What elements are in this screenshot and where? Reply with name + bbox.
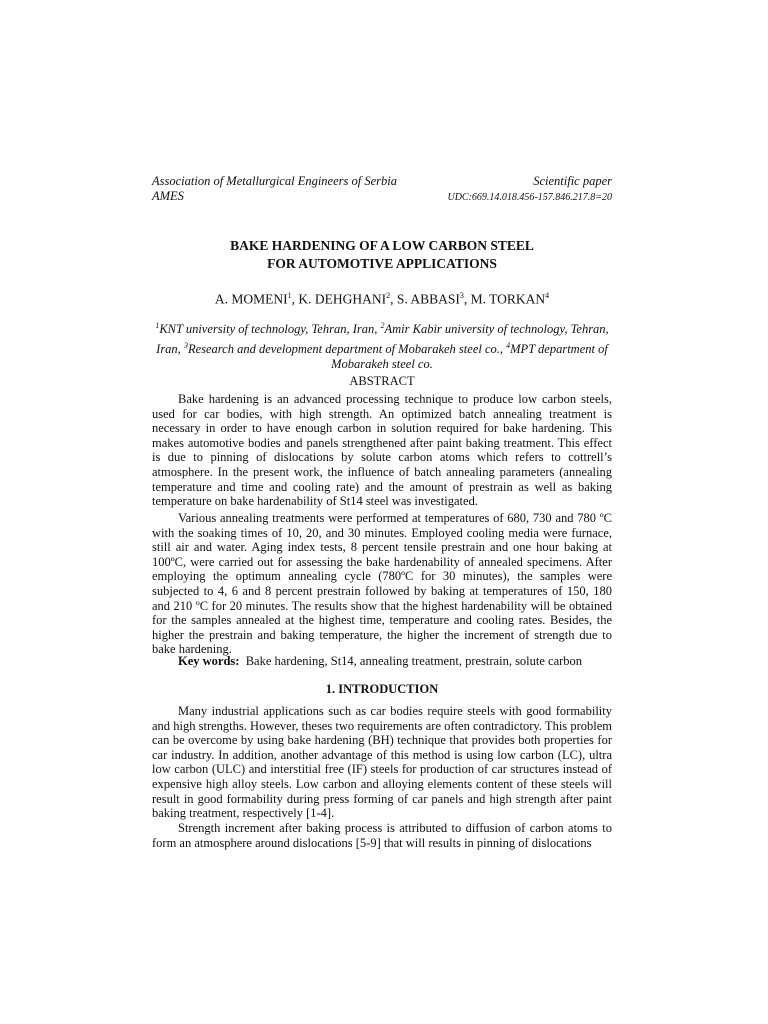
affil-mark: 3 xyxy=(183,340,188,350)
author-name: S. ABBASI xyxy=(396,291,460,307)
affil-text: Research and development department of Mobarakeh steel co., xyxy=(187,341,507,356)
author-affil-mark: 2 xyxy=(386,291,391,300)
author-name: A. MOMENI xyxy=(214,291,288,307)
abstract-paragraph-1 xyxy=(152,392,612,509)
association-name: Association of Metallurgical Engineers of Serbia xyxy=(152,174,397,188)
intro-paragraph-1 xyxy=(152,704,612,821)
author-affil-mark: 3 xyxy=(459,291,464,300)
paper-type: Scientific paper xyxy=(533,174,612,188)
affil-text: KNT university of technology, Tehran, Iran, xyxy=(159,322,381,337)
author-affil-mark: 4 xyxy=(545,291,550,300)
author-list xyxy=(152,291,612,308)
affil-mark: 1 xyxy=(155,321,160,330)
body-text: Many industrial applications such as car bodies require steels with good formability and high strengths. However, theses two requirements are often contradictory. This problem can be overcome by using bake hardening (BH) technique that provides both properties for car industry. In addition, another advantage of this method is using low carbon (LC), ultra low carbon (ULC) and interstitial free (IF) steels for production of car structures instead of expensive high alloy steels. Low carbon and alloying elements content of these steels will result in good formability during press forming of car panels and high strength after paint baking treatment, respectively [1-4]. xyxy=(152,704,612,821)
keywords-text: Bake hardening, St14, annealing treatment, prestrain, solute carbon xyxy=(245,654,583,668)
author-separator: , xyxy=(463,291,471,307)
body-text: Strength increment after baking process is attributed to diffusion of carbon atoms to form an atmosphere around dislocations [5-9] that will results in pinning of dislocations xyxy=(152,821,612,850)
affil-mark: 4 xyxy=(506,340,511,350)
author-name: K. DEHGHANI xyxy=(298,291,387,307)
affil-mark: 2 xyxy=(380,321,385,330)
abstract-text: Various annealing treatments were performed at temperatures of 680, 730 and 780 ºC with the soaking times of 10, 20, and 30 minutes. Employed cooling media were furnace, still air and water. Aging index tests, 8 percent tensile prestrain and one hour baking at 100ºC, were carried out for assessing the bake hardenability of annealed specimens. After employing the optimum annealing cycle (780ºC for 30 minutes), the samples were subjected to 4, 6 and 8 percent prestrain followed by baking at temperatures of 150, 180 and 210 ºC for 20 minutes. The results show that the highest hardenability will be obtained for the samples annealed at the highest time, temperature and cooling rates. Besides, the higher the prestrain and baking temperature, the higher the increment of strength due to bake hardening. xyxy=(152,511,612,657)
affil-text: MPT department of Mobarakeh steel co. xyxy=(331,341,608,372)
author-separator: , xyxy=(390,291,397,307)
author-affil-mark: 1 xyxy=(287,291,292,300)
author-separator: , xyxy=(291,291,299,307)
author-name: M. TORKAN xyxy=(470,291,546,307)
title-line-2: FOR AUTOMOTIVE APPLICATIONS xyxy=(267,256,497,271)
affiliations xyxy=(152,318,612,373)
title-line-1: BAKE HARDENING OF A LOW CARBON STEEL xyxy=(230,238,534,253)
journal-header-row2 xyxy=(152,189,612,204)
keywords xyxy=(152,654,612,669)
udc-code: UDC:669.14.018.456-157.846.217.8=20 xyxy=(447,192,612,203)
paper-title xyxy=(152,237,612,273)
journal-header-row1 xyxy=(152,174,612,189)
abstract-paragraph-2 xyxy=(152,511,612,657)
abstract-heading: ABSTRACT xyxy=(349,374,415,388)
intro-paragraph-2 xyxy=(152,821,612,850)
keywords-label: Key words: xyxy=(178,654,240,668)
association-acronym: AMES xyxy=(152,189,184,203)
affil-text: Amir Kabir university of technology, Tehran, Iran, xyxy=(156,322,609,356)
section-heading-introduction: 1. INTRODUCTION xyxy=(325,682,439,696)
abstract-text: Bake hardening is an advanced processing technique to produce low carbon steels, used for car bodies, with high strength. An optimized batch annealing treatment is necessary in order to have enough carbon in solution required for bake hardening. This makes automotive bodies and panels strengthened after paint baking treatment. This effect is due to pinning of dislocations by solute carbon atoms which refers to cottrell’s atmosphere. In the present work, the influence of batch annealing parameters (annealing temperature and time and cooling rate) and the amount of prestrain as well as baking temperature on bake hardenability of St14 steel was investigated. xyxy=(152,392,612,509)
